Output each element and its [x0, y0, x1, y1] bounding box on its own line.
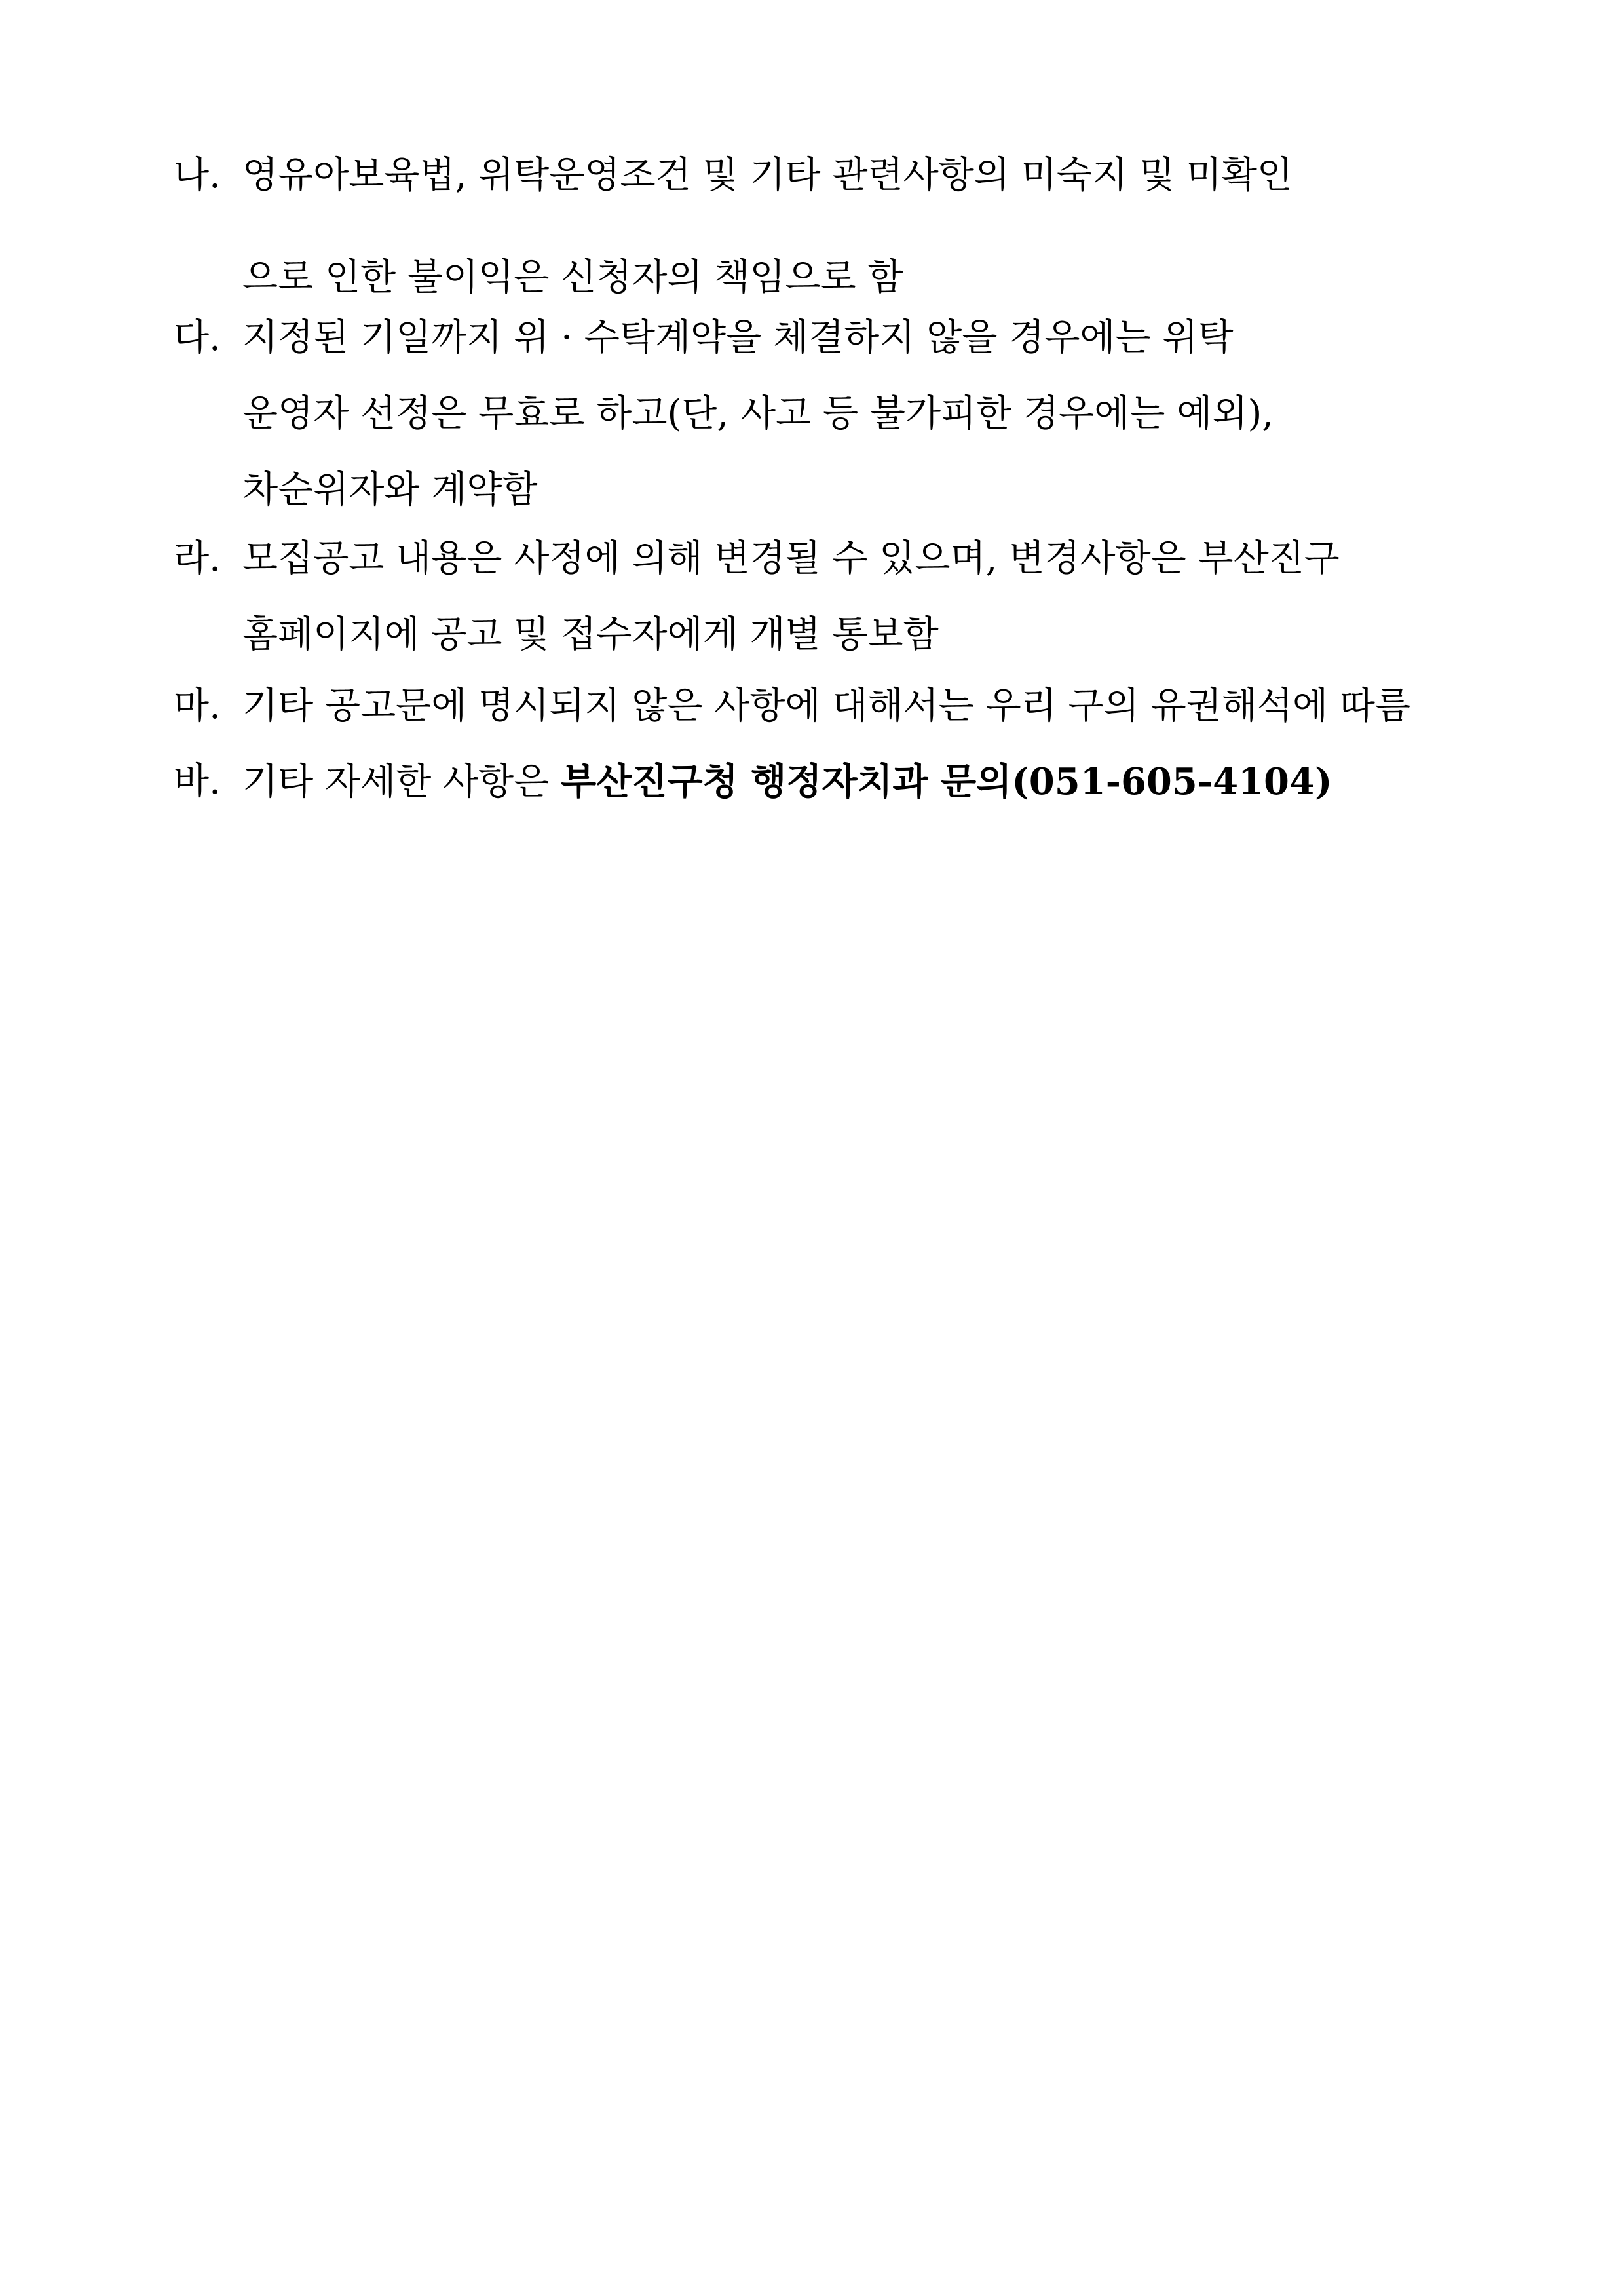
list-marker: 라.: [174, 537, 221, 580]
list-item-ba: [174, 760, 1484, 803]
list-item-text: 모집공고 내용은 사정에 의해 변경될 수 있으며, 변경사항은 부산진구: [242, 537, 1340, 580]
list-item-text: 기타 공고문에 명시되지 않은 사항에 대해서는 우리 구의 유권해석에 따름: [242, 685, 1411, 727]
list-item-line: [174, 537, 1484, 580]
list-item-ma: [174, 685, 1484, 727]
list-item-line: [174, 685, 1484, 727]
list-item-da: [174, 316, 1484, 511]
list-item-line: [174, 469, 1484, 511]
contact-info: 부산진구청 행정자치과 문의(051-605-4104): [561, 760, 1332, 803]
list-item-line: [174, 256, 1484, 299]
list-item-line: [174, 760, 1484, 803]
list-item-text: 운영자 선정은 무효로 하고(단, 사고 등 불가피한 경우에는 예외),: [242, 392, 1274, 435]
list-item-text: [242, 760, 1332, 803]
list-item-text: 지정된 기일까지 위 · 수탁계약을 체결하지 않을 경우에는 위탁: [242, 316, 1234, 359]
list-item-text: 홈페이지에 공고 및 접수자에게 개별 통보함: [242, 613, 939, 656]
list-item-line: [174, 154, 1484, 197]
list-marker: 마.: [174, 685, 221, 727]
list-item-line: [174, 316, 1484, 359]
list-marker: 다.: [174, 316, 221, 359]
list-item-text: 영유아보육법, 위탁운영조건 및 기타 관련사항의 미숙지 및 미확인: [242, 154, 1293, 197]
list-item-plain-text: 기타 자세한 사항은: [242, 761, 561, 803]
list-item-na: [174, 154, 1484, 299]
list-item-text: 차순위자와 계약함: [242, 469, 538, 511]
list-item-line: [174, 613, 1484, 656]
list-item-ra: [174, 537, 1484, 656]
list-item-text: 으로 인한 불이익은 신청자의 책임으로 함: [242, 256, 903, 299]
list-item-line: [174, 392, 1484, 435]
list-marker: 나.: [174, 154, 221, 197]
list-marker: 바.: [174, 760, 221, 803]
